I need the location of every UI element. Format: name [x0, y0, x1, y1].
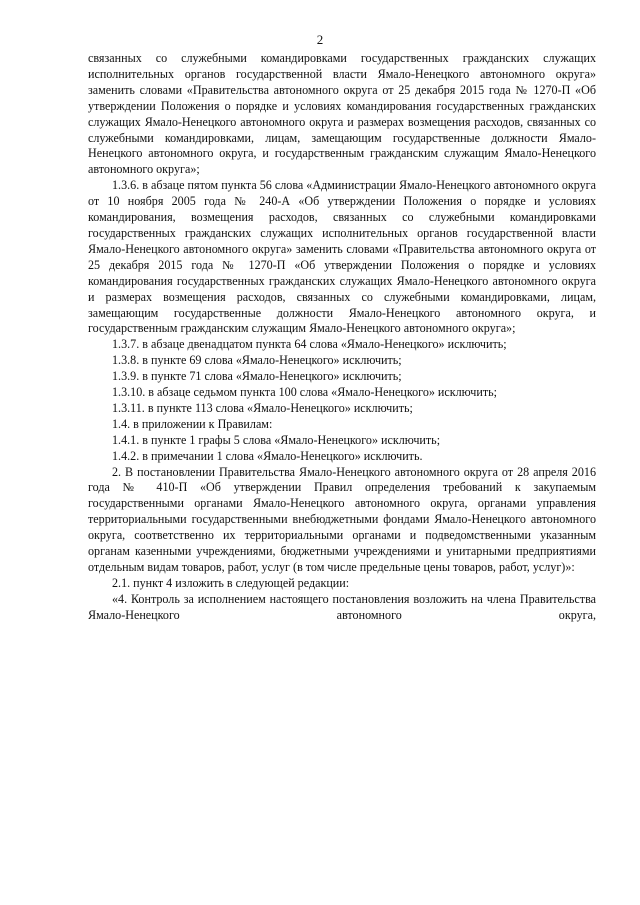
paragraph-1-4-2: 1.4.2. в примечании 1 слова «Ямало-Ненецкого» исключить. [112, 448, 423, 463]
paragraph-continuation: связанных со служебными командировками государственных гражданских служащих исполнительных органов государственной власти Ямало-Ненецкого автономного округа» заменить словами «Правительства автономного округа от 25 декабря 2015 года № 1270-П «Об утверждении Положения о порядке и условиях командирования государственных гражданских служащих Ямало-Ненецкого автономного округа и размерах возмещения расходов, связанных со служебными командировками, лицам, замещающим государственные должности Ямало-Ненецкого автономного округа, и государственным гражданским служащим Ямало-Ненецкого автономного округа»; [88, 51, 596, 177]
paragraph-1-4-1: 1.4.1. в пункте 1 графы 5 слова «Ямало-Ненецкого» исключить; [112, 432, 441, 447]
paragraph-1-3-8: 1.3.8. в пункте 69 слова «Ямало-Ненецкого» исключить; [112, 353, 402, 368]
paragraph-1-3-11: 1.3.11. в пункте 113 слова «Ямало-Ненецкого» исключить; [112, 400, 413, 415]
paragraph-1-3-7: 1.3.7. в абзаце двенадцатом пункта 64 слова «Ямало-Ненецкого» исключить; [112, 337, 507, 352]
paragraph-1-3-10: 1.3.10. в абзаце седьмом пункта 100 слова «Ямало-Ненецкого» исключить; [112, 385, 497, 400]
paragraph-quoted-item-4: «4. Контроль за исполнением настоящего постановления возложить на члена Правительства Ямало-Ненецкого автономного округа, [88, 591, 596, 622]
paragraph-1-4: 1.4. в приложении к Правилам: [112, 416, 273, 431]
document-body [88, 51, 596, 624]
paragraph-1-3-9: 1.3.9. в пункте 71 слова «Ямало-Ненецкого» исключить; [112, 369, 402, 384]
paragraph-1-3-6: 1.3.6. в абзаце пятом пункта 56 слова «Администрации Ямало-Ненецкого автономного округа от 10 ноября 2005 года № 240-А «Об утверждении Положения о порядке и условиях командирования, возмещения расходов, связанных со служебными командировками государственных гражданских служащих исполнительных органов государственной власти Ямало-Ненецкого автономного округа» заменить словами «Правительства автономного округа от 25 декабря 2015 года № 1270-П «Об утверждении Положения о порядке и условиях командирования государственных гражданских служащих Ямало-Ненецкого автономного округа и размерах возмещения расходов, связанных со служебными командировками, лицам, замещающим государственные должности Ямало-Ненецкого автономного округа, и государственным гражданским служащим Ямало-Ненецкого автономного округа»; [88, 178, 596, 336]
paragraph-2: 2. В постановлении Правительства Ямало-Ненецкого автономного округа от 28 апреля 2016 года № 410-П «Об утверждении Правил определения требований к закупаемым государственными органами Ямало-Ненецкого автономного округа, органами управления территориальными государственными внебюджетными фондами Ямало-Ненецкого автономного округа, соответственно их территориальными органами и подведомственными указанным органам казенными учреждениями, бюджетными учреждениями и унитарными предприятиями отдельным видам товаров, работ, услуг (в том числе предельные цены товаров, работ, услуг)»: [88, 464, 596, 574]
paragraph-2-1: 2.1. пункт 4 изложить в следующей редакции: [112, 575, 350, 590]
page-number: 2 [316, 32, 324, 47]
